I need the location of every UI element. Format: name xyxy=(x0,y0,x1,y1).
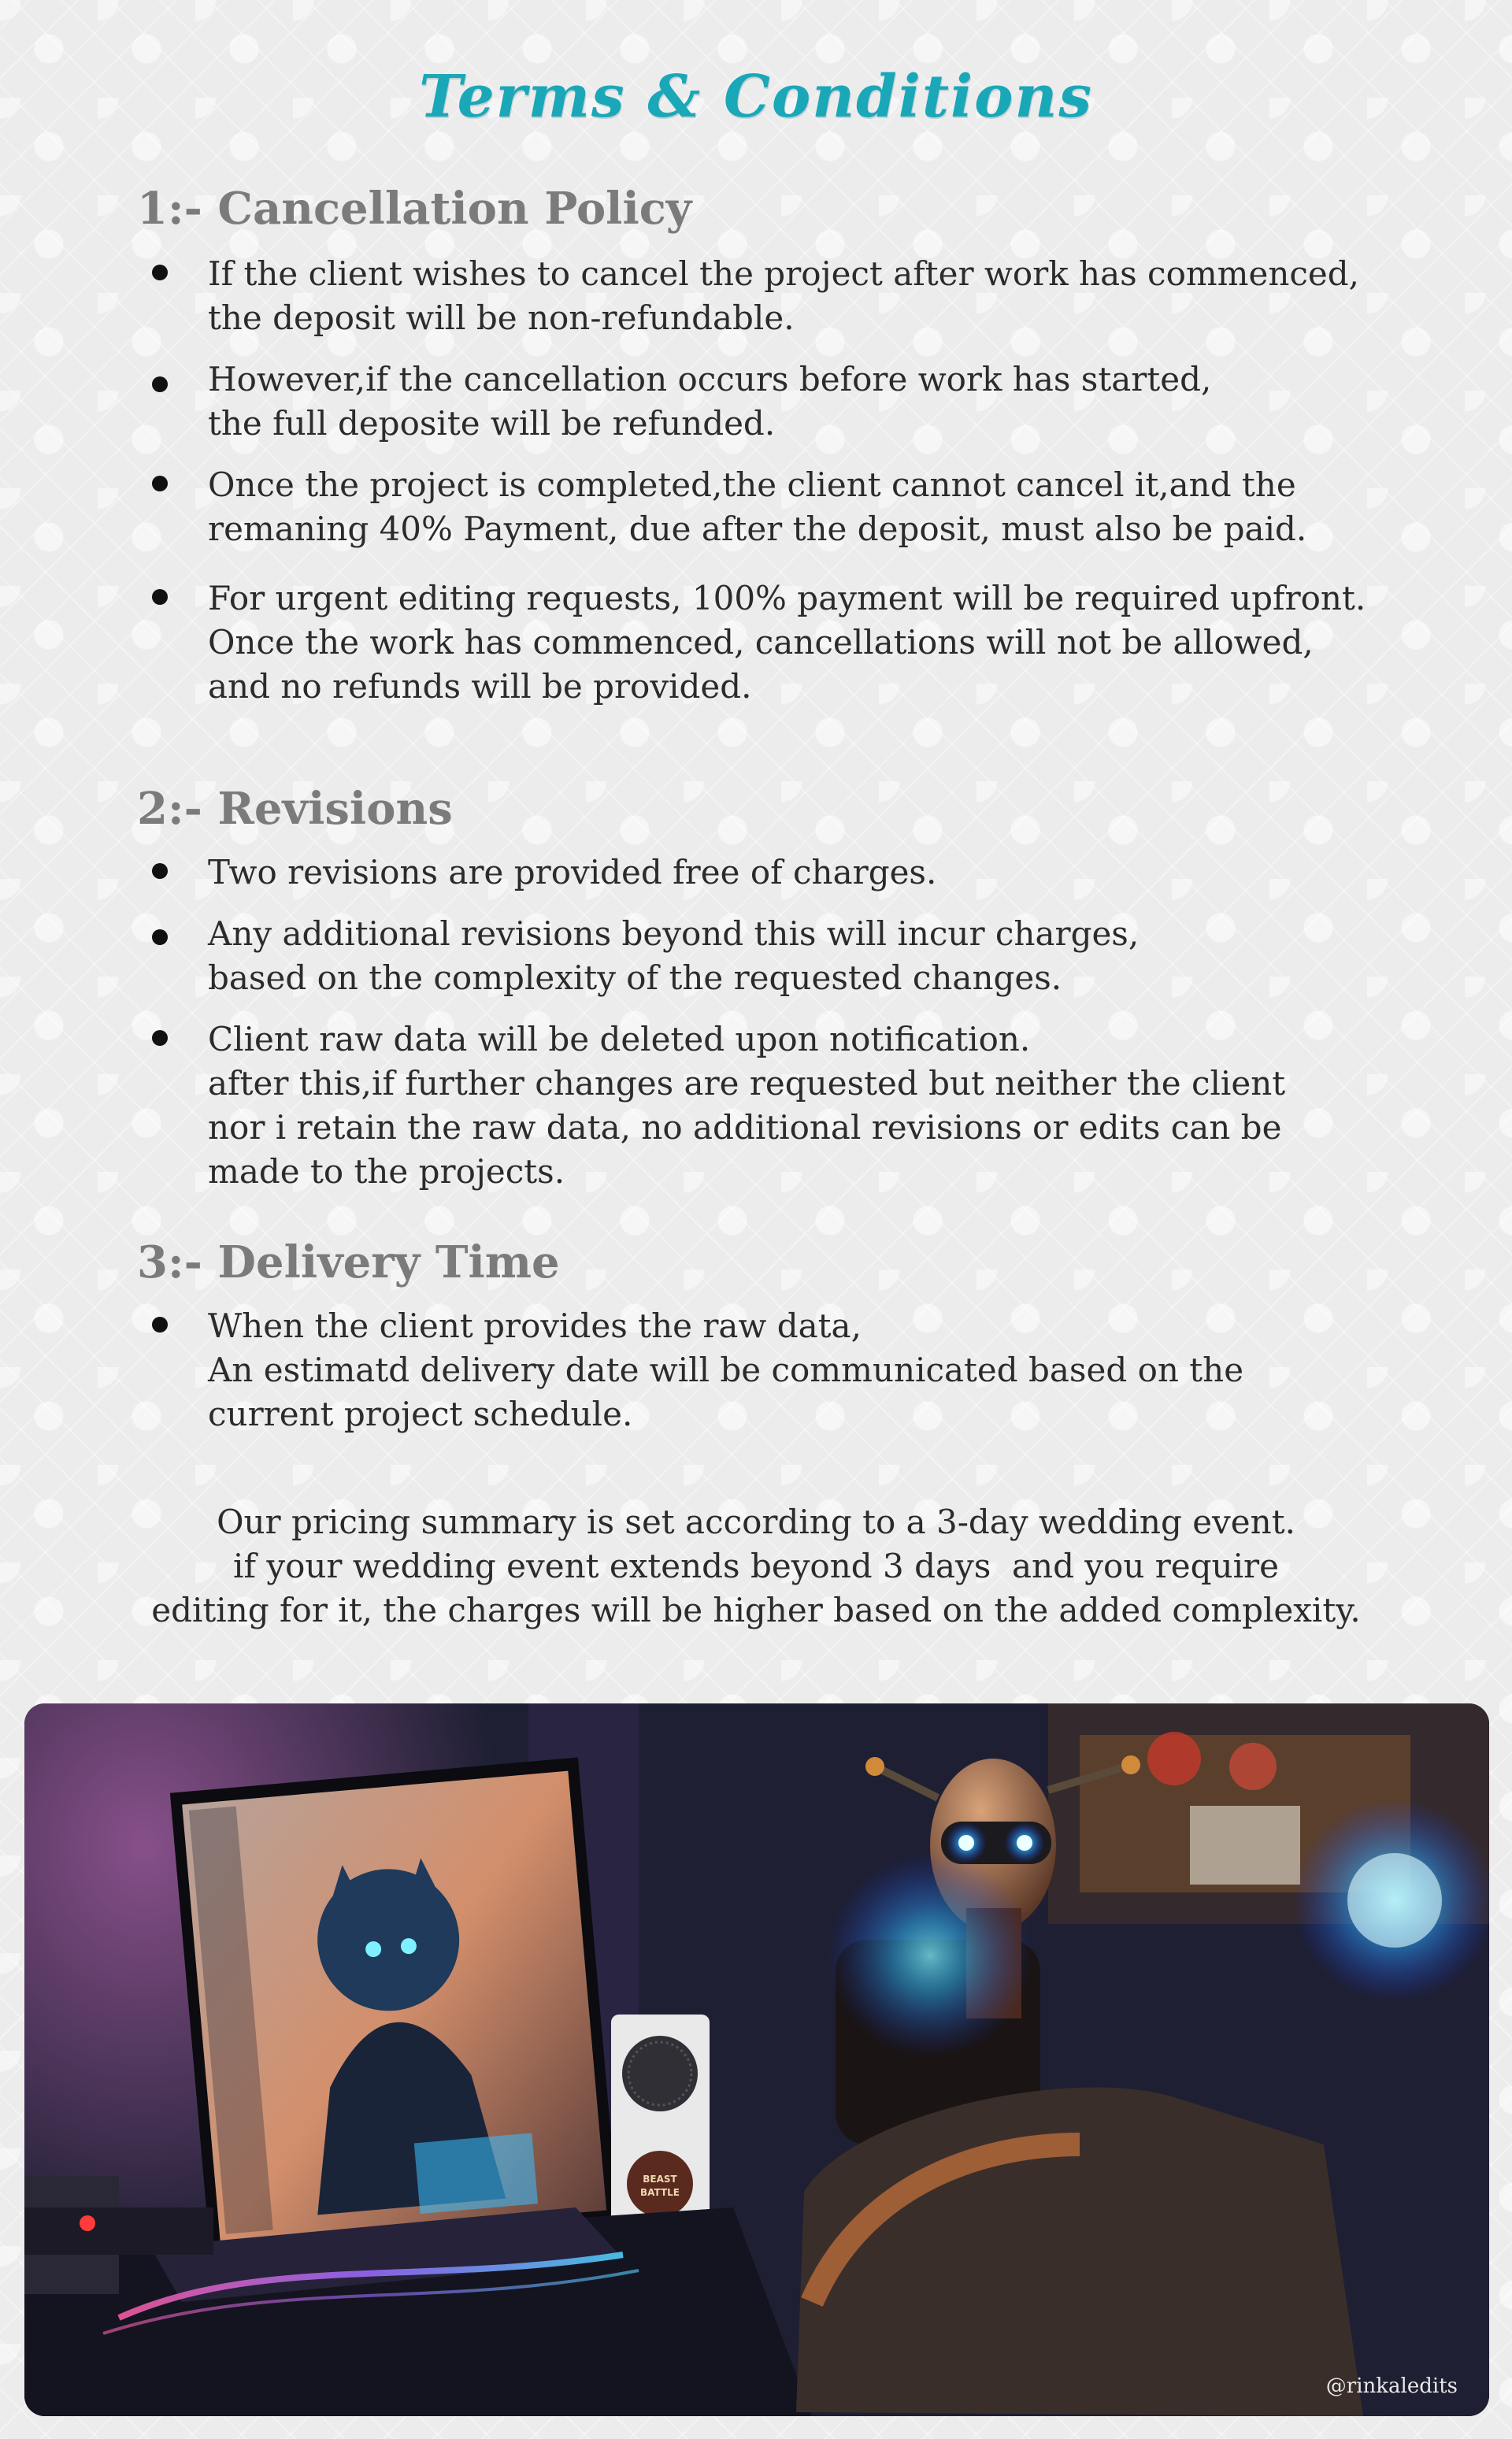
console-sticker-line: BEAST xyxy=(643,2174,677,2185)
section-cancellation-policy xyxy=(137,183,1397,709)
item-line: made to the projects. xyxy=(208,1152,565,1191)
summary-line: editing for it, the charges will be higher based on the added complexity. xyxy=(151,1591,1361,1629)
item-line: Once the project is completed,the client cannot cancel it,and the xyxy=(208,465,1296,504)
list-item xyxy=(137,463,1397,551)
pricing-summary xyxy=(0,1500,1512,1633)
list-item xyxy=(137,1017,1397,1194)
summary-line: Our pricing summary is set according to a 3-day wedding event. xyxy=(217,1503,1295,1541)
item-line: For urgent editing requests, 100% payment will be required upfront. xyxy=(208,579,1366,617)
photo-credit: @rinkaledits xyxy=(1325,2374,1458,2398)
item-line: Two revisions are provided free of charges. xyxy=(208,853,937,891)
bullet-icon xyxy=(152,589,168,605)
section-heading: 1:- Cancellation Policy xyxy=(137,183,692,235)
photo-illustration xyxy=(24,1703,1489,2416)
bullet-icon xyxy=(152,476,168,491)
item-line: and no refunds will be provided. xyxy=(208,667,752,706)
section-revisions xyxy=(137,783,1397,1194)
section-heading: 3:- Delivery Time xyxy=(137,1236,560,1288)
workspace-photo xyxy=(24,1703,1489,2416)
bullet-icon xyxy=(152,929,168,945)
list-item xyxy=(137,912,1397,1000)
section-delivery-time xyxy=(137,1236,1397,1436)
item-line: However,if the cancellation occurs before work has started, xyxy=(208,360,1212,398)
bullet-list xyxy=(137,851,1397,1194)
bullet-icon xyxy=(152,863,168,879)
list-item xyxy=(137,576,1397,709)
item-line: If the client wishes to cancel the project after work has commenced, xyxy=(208,254,1360,293)
item-line: based on the complexity of the requested changes. xyxy=(208,958,1062,997)
item-line: the deposit will be non-refundable. xyxy=(208,298,795,337)
item-line: nor i retain the raw data, no additional revisions or edits can be xyxy=(208,1108,1282,1147)
item-line: Any additional revisions beyond this will incur charges, xyxy=(208,914,1140,953)
item-line: current project schedule. xyxy=(208,1395,633,1433)
bullet-icon xyxy=(152,265,168,280)
list-item xyxy=(137,252,1397,340)
item-line: remaning 40% Payment, due after the deposit, must also be paid. xyxy=(208,510,1307,548)
list-item xyxy=(137,851,1397,895)
item-line: after this,if further changes are requested but neither the client xyxy=(208,1064,1286,1103)
list-item xyxy=(137,358,1397,446)
page-title: Terms & Conditions xyxy=(419,63,1093,131)
item-line: the full deposite will be refunded. xyxy=(208,404,776,443)
list-item xyxy=(137,1304,1397,1436)
item-line: When the client provides the raw data, xyxy=(208,1307,862,1345)
bullet-icon xyxy=(152,1030,168,1046)
summary-line: if your wedding event extends beyond 3 days and you require xyxy=(233,1547,1279,1585)
console-sticker-line: BATTLE xyxy=(640,2187,680,2198)
bullet-icon xyxy=(152,1317,168,1333)
bullet-icon xyxy=(152,376,168,392)
item-line: Once the work has commenced, cancellations will not be allowed, xyxy=(208,623,1314,662)
bullet-list xyxy=(137,252,1397,709)
item-line: Client raw data will be deleted upon notification. xyxy=(208,1020,1031,1058)
bullet-list xyxy=(137,1304,1397,1436)
item-line: An estimatd delivery date will be communicated based on the xyxy=(208,1351,1244,1389)
section-heading: 2:- Revisions xyxy=(137,783,453,835)
